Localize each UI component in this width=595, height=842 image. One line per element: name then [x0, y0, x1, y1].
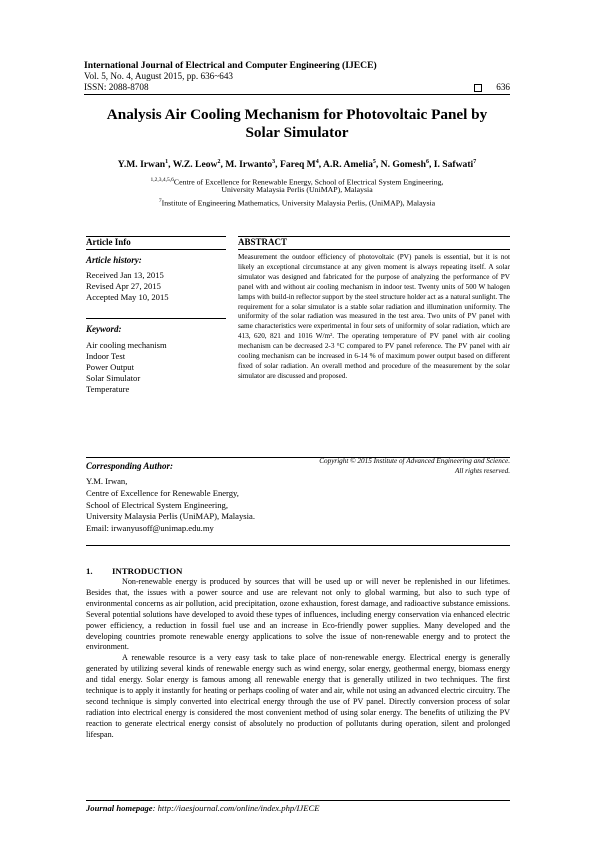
affiliation-1-text: Centre of Excellence for Renewable Energy, School of Electrical System Engineering,: [173, 177, 444, 187]
date-revised: Revised Apr 27, 2015: [86, 281, 161, 291]
author-name: I. Safwati: [433, 159, 474, 171]
corresponding-line: University Malaysia Perlis (UniMAP), Malaysia.: [86, 511, 255, 522]
date-received: Received Jan 13, 2015: [86, 270, 164, 280]
abstract-heading-rule: [238, 249, 510, 250]
journal-issn: ISSN: 2088-8708: [84, 82, 149, 92]
journal-volume: Vol. 5, No. 4, August 2015, pp. 636~643: [84, 71, 234, 81]
corresponding-author: [86, 476, 255, 535]
copyright: [238, 456, 510, 476]
article-history-heading: Article history:: [86, 255, 142, 265]
journal-name: International Journal of Electrical and Computer Engineering (IJECE): [84, 60, 377, 71]
affiliation-2-text: Institute of Engineering Mathematics, University Malaysia Perlis, (UniMAP), Malaysia: [161, 198, 436, 208]
corresponding-bottom-rule: [86, 545, 510, 546]
author-name: M. Irwanto: [225, 159, 273, 171]
footer-rule: [86, 800, 510, 801]
author-affiliation-sup: 7: [473, 159, 477, 165]
author-affiliation-sup: 1: [165, 159, 169, 165]
article-dates: [86, 270, 169, 303]
introduction-heading: [86, 566, 182, 576]
author-affiliation-sup: 5: [372, 159, 376, 165]
corresponding-heading: Corresponding Author:: [86, 461, 173, 471]
page-number: 636: [496, 82, 510, 92]
author-affiliation-sup: 4: [315, 159, 319, 165]
author-affiliation-sup: 2: [217, 159, 221, 165]
affiliation-1-line-2: University Malaysia Perlis (UniMAP), Malaysia: [221, 185, 373, 194]
author-affiliation-sup: 3: [272, 159, 276, 165]
author-list: Y.M. Irwan$^1$, W.Z. Leow$^2$, M. Irwanto$^3$, Fareq $M^4$, A.R. Amelia$^5$, N. Gomesh$^6$, I. Safwati$^7$: [117, 159, 477, 171]
keyword-item: Solar Simulator: [86, 373, 141, 383]
abstract-heading: ABSTRACT: [238, 237, 288, 247]
author-name: W.Z. Leow: [172, 159, 218, 171]
intro-paragraph-1: Non-renewable energy is produced by sources that will be used up or will never be replenished in our lifetimes. Besides that, the issues with a power source and use are relevant not only to global warming, but also to such type of environmental concerns as air pollution, acid precipitation, ozone exhaustion, forest damage, and radioactive substance emissions. Several potential solutions have developed to avoid these types of influences, including energy conservation via enhanced electric power efficiency, a reduction in fossil fuel use and an increase in Eco-friendly power supplies. Many developed and the developing countries promote renewable energy applications to solve the issue of non-renewable energy and to protect the environment.: [86, 577, 510, 652]
corresponding-rule: [86, 457, 510, 458]
intro-paragraph-2: A renewable resource is a very easy task to take place of non-renewable energy. Electrical energy is generally generated by utilizing several kinds of renewable energy such as wind energy, solar energy, geothermal energy, biomass energy and tidal energy. Solar energy is famous among all renewable energy that is generally utilized in two techniques. The first technique is to apply it instantly for heating or perhaps cooling of water and air, while not using an advanced electric circuitry. The second technique is simply converted into electrical energy through the use of PV panel. Directly conversion process of solar radiation into electrical energy is considered the most convenient method of using solar energy. The benefits of utilizing the PV reaction to generate electrical energy consist of absolutely no production of pollutants during operation, silent and prolonged lifespan.: [86, 653, 510, 739]
title-line-2: Solar Simulator: [245, 124, 349, 141]
keyword-item: Temperature: [86, 384, 130, 394]
corresponding-line: School of Electrical System Engineering,: [86, 499, 228, 510]
homepage-label: Journal homepage: [86, 803, 153, 813]
author-name: N. Gomesh: [380, 159, 426, 171]
date-accepted: Accepted May 10, 2015: [86, 292, 169, 302]
header-rule: [84, 94, 510, 95]
keyword-rule: [86, 318, 226, 319]
journal-issn-row: [84, 82, 510, 93]
paper-title: [84, 106, 510, 142]
affiliation-2: [84, 196, 510, 209]
section-title: INTRODUCTION: [112, 566, 183, 576]
title-line-1: Analysis Air Cooling Mechanism for Photovoltaic Panel by: [106, 106, 488, 123]
corresponding-line: Centre of Excellence for Renewable Energy,: [86, 487, 239, 498]
copyright-line-1: Copyright © 2015 Institute of Advanced Engineering and Science.: [319, 457, 510, 465]
keyword-item: Air cooling mechanism: [86, 340, 167, 350]
info-heading-rule: [86, 249, 226, 250]
journal-homepage: [86, 803, 319, 813]
box-icon: [474, 84, 482, 92]
keyword-item: Power Output: [86, 362, 134, 372]
section-number: 1.: [86, 566, 93, 576]
author-affiliation-sup: 6: [425, 159, 429, 165]
corresponding-line: Email: irwanyusoff@unimap.edu.my: [86, 523, 214, 534]
author-name: Y.M. Irwan: [117, 159, 166, 171]
author-name: Fareq M: [279, 159, 316, 171]
abstract-text: Measurement the outdoor efficiency of photovoltaic (PV) panels is essential, but it is not likely an exceptional circumstance at any given moment is always repeating itself. A solar simulator was designed and fabricated for the purpose of analyzing the performance of PV panel with and without air cooling mechanism in indoor test. Twenty units of 500 W halogen lamps with build-in reflector support by the steel structure holder act as a natural sunlight. The requirement for a solar simulator is a stable solar radiation and illumination uniformity. The uniformity of the solar radiation was measured in the test area. Two units of PV panel with same characteristics were experimental in four sets of uniformity of solar radiation, which are 413, 620, 821 and 1016 W/m². The operating temperature of PV panel with air cooling mechanism can be decreased 2-3 °C compared to PV panel reference. The PV panel with air cooling mechanism can be increased in 6-14 % of maximum power output based on different fixed of solar radiation. An overall method and procedure of the measurement by the solar simulator are discussed and proposed.: [238, 253, 510, 380]
article-info-heading: Article Info: [86, 237, 131, 247]
introduction-body: [86, 577, 510, 741]
keyword-item: Indoor Test: [86, 351, 126, 361]
homepage-link[interactable]: : http://iaesjournal.com/online/index.php/IJECE: [152, 803, 320, 813]
copyright-line-2: All rights reserved.: [454, 467, 510, 475]
corresponding-line: Y.M. Irwan,: [86, 476, 128, 486]
keyword-heading: Keyword:: [86, 324, 122, 334]
keyword-list: [86, 340, 167, 395]
affiliation-2-sup: 7: [158, 198, 162, 204]
affiliation-1-sup: 1,2,3,4,5,6: [150, 177, 174, 183]
author-name: A.R. Amelia: [323, 159, 373, 171]
